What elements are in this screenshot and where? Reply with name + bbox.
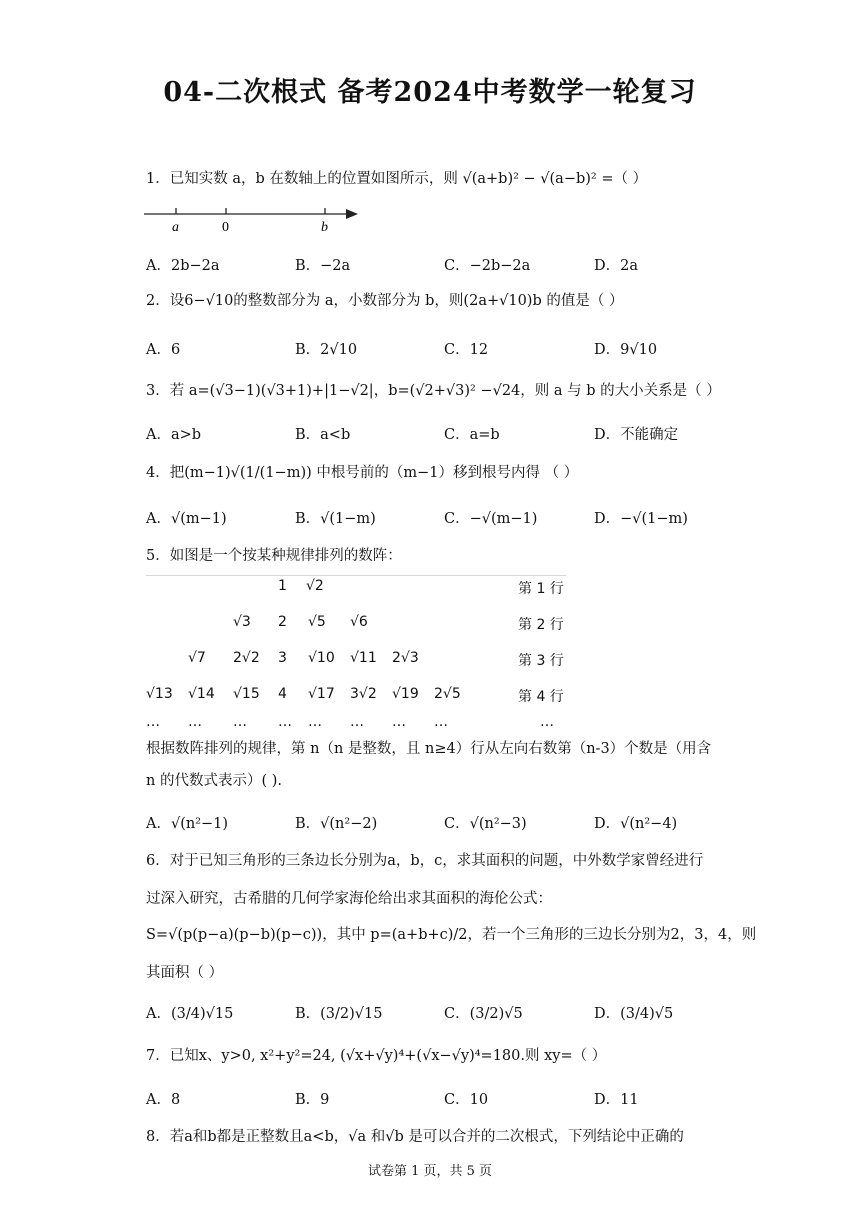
grid-cell: 2 (278, 614, 287, 630)
option-b[interactable]: B．2√10 (295, 342, 358, 358)
option-c[interactable]: C．−√(m−1) (444, 511, 538, 527)
grid-cell: 1 (278, 578, 287, 594)
grid-cell: 2√2 (233, 650, 260, 666)
question-5: 5．如图是一个按某种规律排列的数阵： (146, 548, 402, 564)
question-7-options (146, 1088, 846, 1112)
question-5-options (146, 812, 846, 836)
page-footer: 试卷第 1 页，共 5 页 (367, 1164, 493, 1179)
grid-cell: √13 (146, 686, 173, 702)
grid-row-label: 第 4 行 (518, 689, 564, 705)
grid-cell: √5 (308, 614, 326, 630)
grid-cell: 3 (278, 650, 287, 666)
question-8: 8．若a和b都是正整数且a<b，√a 和√b 是可以合并的二次根式，下列结论中正确的 (146, 1129, 684, 1145)
question-3: 3．若 a=(√3−1)(√3+1)+|1−√2|，b=(√2+√3)² −√24，则 a 与 b 的大小关系是（ ） (146, 383, 721, 399)
question-6-line-3: S=√(p(p−a)(p−b)(p−c))，其中 p=(a+b+c)/2，若一个三角形的三边长分别为2，3，4，则 (146, 927, 757, 943)
question-1-options (146, 254, 846, 278)
grid-cell: 3√2 (350, 686, 377, 702)
question-6-line-1: 6．对于已知三角形的三条边长分别为a，b，c，求其面积的问题，中外数学家曾经进行 (146, 853, 704, 869)
question-2: 2．设6−√10的整数部分为 a，小数部分为 b，则(2a+√10)b 的值是（ ） (146, 293, 624, 309)
grid-cell: √19 (392, 686, 419, 702)
question-6-line-4: 其面积（ ） (146, 965, 224, 981)
number-line-label-b: b (321, 220, 328, 235)
grid-top-rule (146, 575, 566, 576)
option-a[interactable]: A．2b−2a (146, 258, 220, 274)
grid-row-label: 第 2 行 (518, 617, 564, 633)
option-b[interactable]: B．√(n²−2) (295, 816, 378, 832)
grid-row-label: … (540, 714, 554, 730)
grid-cell: … (350, 714, 364, 730)
option-d[interactable]: D．√(n²−4) (594, 816, 678, 832)
grid-cell: … (392, 714, 406, 730)
option-a[interactable]: A．6 (146, 342, 181, 358)
grid-cell: … (146, 714, 160, 730)
option-a[interactable]: A．√(m−1) (146, 511, 227, 527)
grid-cell: 2√3 (392, 650, 419, 666)
question-1: 1．已知实数 a，b 在数轴上的位置如图所示，则 √(a+b)² − √(a−b)² =（ ） (146, 171, 648, 187)
grid-cell: √6 (350, 614, 368, 630)
option-d[interactable]: D．不能确定 (594, 427, 679, 443)
option-b[interactable]: B．√(1−m) (295, 511, 376, 527)
option-c[interactable]: C．10 (444, 1092, 489, 1108)
number-line-label-a: a (172, 220, 179, 235)
grid-cell: … (434, 714, 448, 730)
option-d[interactable]: D．11 (594, 1092, 639, 1108)
option-c[interactable]: C．−2b−2a (444, 258, 531, 274)
grid-cell: √2 (306, 578, 324, 594)
grid-cell: √15 (233, 686, 260, 702)
grid-cell: … (188, 714, 202, 730)
option-c[interactable]: C．a=b (444, 427, 500, 443)
option-d[interactable]: D．9√10 (594, 342, 658, 358)
option-c[interactable]: C．12 (444, 342, 489, 358)
number-line-label-zero: 0 (222, 220, 229, 235)
number-line (140, 200, 370, 240)
option-c[interactable]: C．(3/2)√5 (444, 1006, 523, 1022)
question-5-line-2: n 的代数式表示）( ). (146, 773, 282, 789)
question-6-options (146, 1002, 846, 1026)
option-a[interactable]: A．8 (146, 1092, 181, 1108)
option-b[interactable]: B．a<b (295, 427, 351, 443)
question-4-options (146, 507, 846, 531)
grid-cell: √10 (308, 650, 335, 666)
grid-cell: … (233, 714, 247, 730)
option-a[interactable]: A．a>b (146, 427, 202, 443)
grid-row-label: 第 3 行 (518, 653, 564, 669)
grid-cell: √11 (350, 650, 377, 666)
grid-cell: √14 (188, 686, 215, 702)
grid-cell: 4 (278, 686, 287, 702)
question-6-line-2: 过深入研究，古希腊的几何学家海伦给出求其面积的海伦公式： (146, 891, 552, 907)
grid-cell: 2√5 (434, 686, 461, 702)
page-title: 04-二次根式 备考2024中考数学一轮复习 (163, 77, 697, 108)
option-a[interactable]: A．√(n²−1) (146, 816, 229, 832)
grid-cell: … (278, 714, 292, 730)
grid-row-label: 第 1 行 (518, 581, 564, 597)
question-7: 7．已知x、y>0, x²+y²=24, (√x+√y)⁴+(√x−√y)⁴=180.则 xy=（ ） (146, 1048, 607, 1064)
option-b[interactable]: B．(3/2)√15 (295, 1006, 383, 1022)
question-5-line-1: 根据数阵排列的规律，第 n（n 是整数，且 n≥4）行从左向右数第（n-3）个数是（用含 (146, 741, 712, 757)
grid-cell: √17 (308, 686, 335, 702)
question-2-options (146, 338, 846, 362)
option-d[interactable]: D．(3/4)√5 (594, 1006, 674, 1022)
grid-cell: √7 (188, 650, 206, 666)
grid-cell: … (308, 714, 322, 730)
option-a[interactable]: A．(3/4)√15 (146, 1006, 234, 1022)
option-b[interactable]: B．9 (295, 1092, 330, 1108)
question-4: 4．把(m−1)√(1/(1−m)) 中根号前的（m−1）移到根号内得 （ ） (146, 465, 579, 481)
option-c[interactable]: C．√(n²−3) (444, 816, 527, 832)
grid-cell: √3 (233, 614, 251, 630)
question-3-options (146, 423, 846, 447)
option-b[interactable]: B．−2a (295, 258, 351, 274)
option-d[interactable]: D．2a (594, 258, 638, 274)
option-d[interactable]: D．−√(1−m) (594, 511, 688, 527)
